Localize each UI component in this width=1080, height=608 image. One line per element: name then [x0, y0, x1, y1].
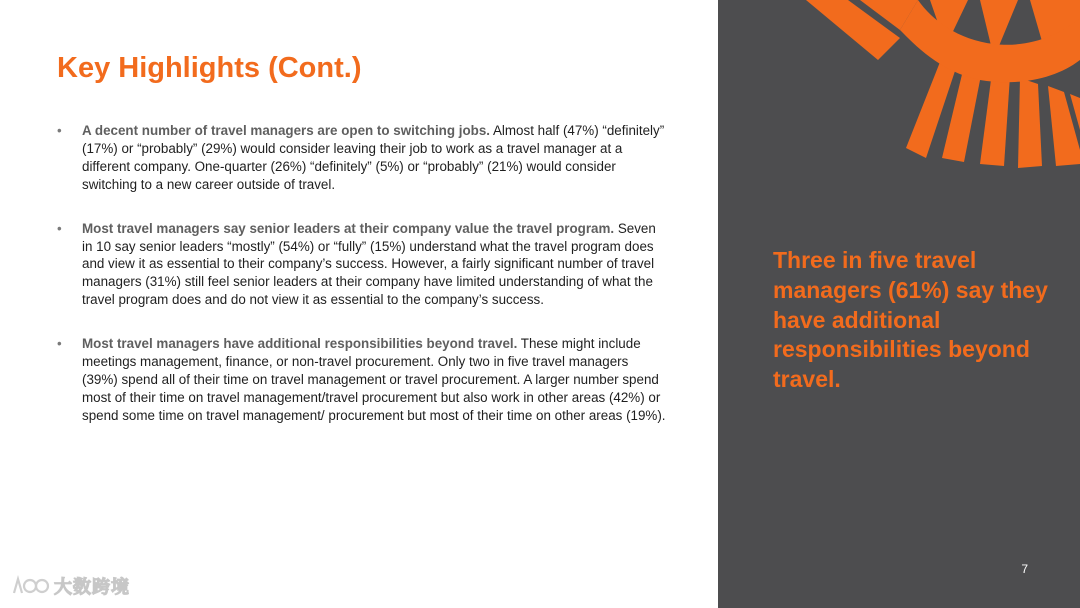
bullet-additional-responsibilities — [57, 335, 667, 425]
watermark-text: 大数跨境 — [54, 577, 130, 598]
watermark-logo-icon — [10, 573, 50, 599]
page-number: 7 — [1021, 562, 1028, 576]
bullet-marker: • — [57, 336, 62, 352]
bullet-body-text: Seven in 10 say senior leaders “mostly” (54%) or “fully” (15%) understand what the travel program does and view it as essential to their company’s success. However, a fairly significant number of travel managers (31%) still feel senior leaders at their company have limited understanding of what the travel program does and do not view it as essential to the company’s success. — [82, 220, 656, 308]
sunburst-icon — [718, 0, 1080, 170]
bullet-senior-leaders — [57, 220, 667, 310]
bullet-body-text: Almost half (47%) “definitely” (17%) or “probably” (29%) would consider leaving their job to work as a travel manager at a different company. One-quarter (26%) “definitely” (5%) or “probably” (21%) would consider switching to a new career outside of travel. — [82, 123, 665, 192]
slide-title: Key Highlights (Cont.) — [57, 52, 362, 84]
bullet-body-text: These might include meetings management, finance, or non-travel procurement. Only two in five travel managers (39%) spend all of their time on travel management or travel procurement. A larger number spend most of their time on travel management/travel procurement but also work in other areas (42%) or spend some time on travel management/ procurement but most of their time on other areas (19%). — [82, 336, 666, 423]
bullet-marker: • — [57, 123, 62, 138]
bullet-lead-text: Most travel managers have additional responsibilities beyond travel. — [82, 336, 518, 352]
bullet-lead-text: Most travel managers say senior leaders at their company value the travel program. — [82, 220, 615, 236]
bullet-lead-text: A decent number of travel managers are open to switching jobs. — [82, 123, 491, 138]
bullet-marker: • — [57, 220, 62, 236]
watermark — [10, 573, 130, 599]
bullet-job-switching — [57, 122, 667, 194]
highlights-list — [57, 122, 667, 425]
side-panel — [718, 0, 1080, 608]
callout-text: Three in five travel managers (61%) say they have additional responsibilities beyond travel. — [773, 247, 1048, 393]
